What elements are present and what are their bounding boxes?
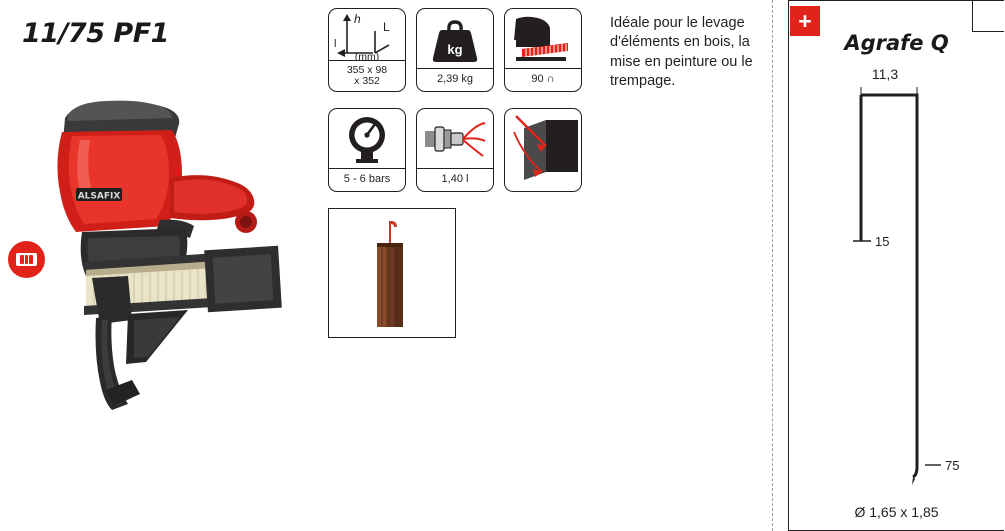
product-description: Idéale pour le levage d'éléments en bois, la mise en peinture ou le trempage. [610,15,753,89]
staple-min-length-label: 15 [875,234,890,249]
air-connector-icon [417,109,493,169]
magazine-icon [505,9,581,69]
application-image [328,208,456,338]
dimensions-caption [329,60,405,91]
dimensions-icon [329,9,405,61]
pictogram-row-2 [328,108,582,192]
plus-badge: + [790,6,820,36]
svg-text:L: L [383,20,390,34]
svg-text:l: l [334,38,337,50]
staple-frame [788,0,1004,531]
air-consumption-caption: 1,40 l [417,168,493,191]
weight-caption: 2,39 kg [417,68,493,91]
staple-diameter-label: Ø 1,65 x 1,85 [854,504,939,520]
manometer-icon [329,109,405,169]
svg-text:ALSAFIX: ALSAFIX [77,191,121,202]
pictogram-air-consumption [416,108,494,192]
svg-text:kg: kg [447,42,463,57]
dimensions-line1: 355 x 98 [346,63,388,76]
pictogram-row-1 [328,8,582,92]
staple-width-label: 11,3 [871,66,899,82]
svg-text:h: h [354,12,361,26]
panel-divider [772,0,773,531]
magazine-caption: 90 ∩ [505,68,581,91]
pneumatic-nailer-illustration [10,70,310,410]
staple-max-length-label: 75 [945,458,960,473]
pictogram-dimensions [328,8,406,92]
staple-title: Agrafe Q [844,31,949,55]
staple-panel [774,0,1005,531]
pictogram-magazine [504,8,582,92]
dimensions-line2: x 352 [354,75,380,87]
svg-text:(mm): (mm) [354,51,380,61]
wood-beam-icon [329,209,455,337]
page-title: 11/75 PF1 [22,18,169,49]
product-image [10,70,310,410]
pictogram-pressure [328,108,406,192]
angle-caption [505,169,581,191]
pressure-caption: 5 - 6 bars [329,168,405,191]
corner-notch [972,1,1004,32]
weight-icon [417,9,493,69]
staple-technical-drawing [817,61,1002,501]
pictogram-weight [416,8,494,92]
pictogram-angle [504,108,582,192]
no-hands-icon [8,241,45,278]
